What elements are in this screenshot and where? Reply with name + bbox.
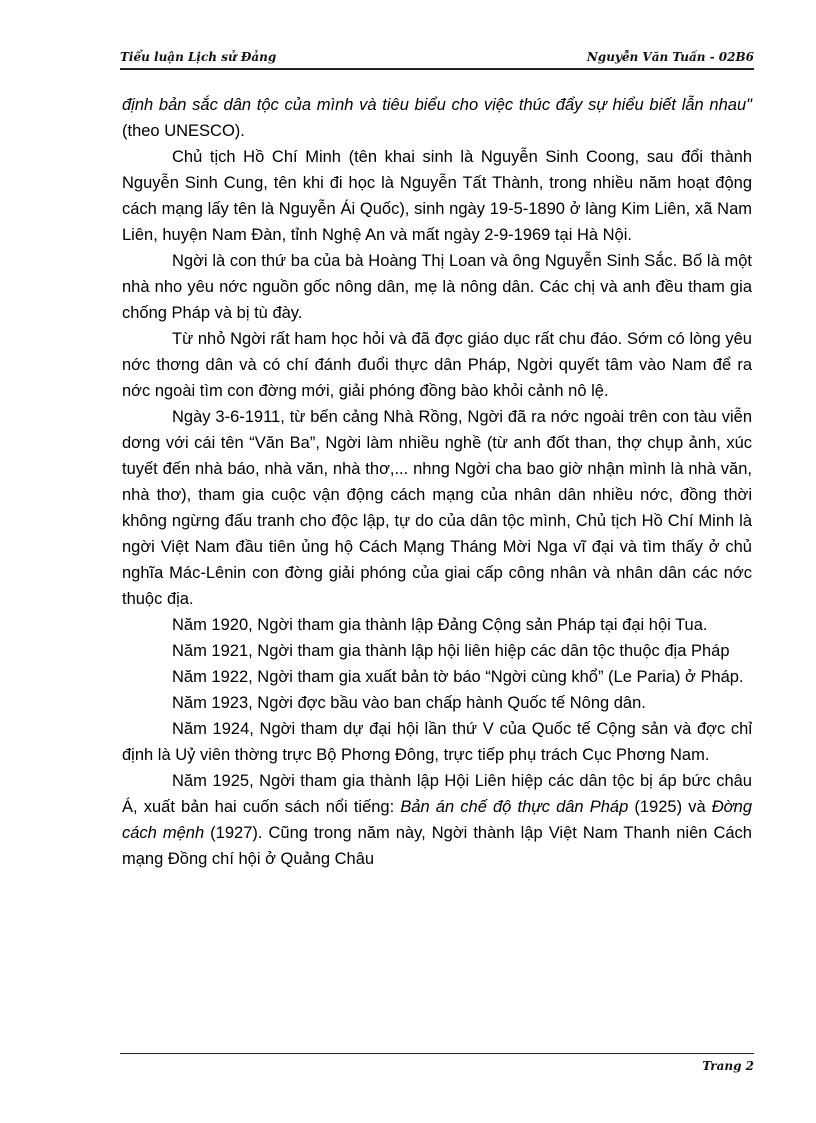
paragraph bbox=[122, 404, 752, 612]
text-run: Năm 1920, Ngời tham gia thành lập Đảng Cộng sản Pháp tại đại hội Tua. bbox=[172, 616, 708, 634]
italic-text-run: Bản án chế độ thực dân Pháp bbox=[400, 798, 629, 816]
italic-text-run: định bản sắc dân tộc của mình và tiêu biểu cho việc thúc đẩy sự hiểu biết lẫn nhau" bbox=[122, 96, 752, 114]
page-footer bbox=[120, 1053, 754, 1079]
page-number: Trang 2 bbox=[702, 1059, 754, 1073]
header-title: Tiểu luận Lịch sử Đảng bbox=[120, 50, 277, 64]
text-run: (1925) và bbox=[628, 798, 712, 816]
text-run: (theo UNESCO). bbox=[122, 122, 245, 140]
header-rule bbox=[120, 68, 754, 70]
paragraph bbox=[122, 690, 752, 716]
italic-text-run: Đờng cách mệnh bbox=[122, 798, 753, 842]
paragraph bbox=[122, 326, 752, 404]
paragraph bbox=[122, 248, 752, 326]
text-run: Chủ tịch Hồ Chí Minh (tên khai sinh là Nguyễn Sinh Coong, sau đổi thành Nguyễn Sinh Cung, tên khi đi học là Nguyễn Tất Thành, trong nhiều năm hoạt động cách mạng lấy tên là Nguyễn Ái Quốc), sinh ngày 19-5-1890 ở làng Kim Liên, xã Nam Liên, huyện Nam Đàn, tỉnh Nghệ An và mất ngày 2-9-1969 tại Hà Nội. bbox=[122, 148, 752, 244]
page-header bbox=[120, 46, 754, 72]
paragraph bbox=[122, 768, 752, 872]
text-run: Năm 1925, Ngời tham gia thành lập Hội Liên hiệp các dân tộc bị áp bức châu Á, xuất bản hai cuốn sách nổi tiếng: bbox=[122, 772, 752, 816]
text-run: Ngời là con thứ ba của bà Hoàng Thị Loan và ông Nguyễn Sinh Sắc. Bố là một nhà nho yêu nớc nguồn gốc nông dân, mẹ là nông dân. Các chị và anh đều tham gia chống Pháp và bị tù đày. bbox=[122, 252, 752, 322]
text-run: Năm 1922, Ngời tham gia xuất bản tờ báo “Ngời cùng khổ” (Le Paria) ở Pháp. bbox=[172, 668, 744, 686]
text-run: Năm 1924, Ngời tham dự đại hội lần thứ V của Quốc tế Cộng sản và đợc chỉ định là Uỷ viên thờng trực Bộ Phơng Đông, trực tiếp phụ trách Cục Phơng Nam. bbox=[122, 720, 752, 764]
paragraph bbox=[122, 638, 752, 664]
footer-rule bbox=[120, 1053, 754, 1054]
paragraph bbox=[122, 92, 752, 144]
paragraph bbox=[122, 664, 752, 690]
document-body bbox=[122, 92, 752, 872]
text-run: Năm 1923, Ngời đợc bầu vào ban chấp hành Quốc tế Nông dân. bbox=[172, 694, 646, 712]
text-run: Ngày 3-6-1911, từ bến cảng Nhà Rồng, Ngời đã ra nớc ngoài trên con tàu viễn dơng với cái tên “Văn Ba”, Ngời làm nhiều nghề (từ anh đốt than, thợ chụp ảnh, xúc tuyết đến nhà báo, nhà văn, nhà thơ,... nhng Ngời cha bao giờ nhận mình là nhà văn, nhà thơ), tham gia cuộc vận động cách mạng của nhân dân nhiều nớc, đồng thời không ngừng đấu tranh cho độc lập, tự do của dân tộc mình, Chủ tịch Hồ Chí Minh là ngời Việt Nam đầu tiên ủng hộ Cách Mạng Tháng Mời Nga vĩ đại và tìm thấy ở chủ nghĩa Mác-Lênin con đờng giải phóng của giai cấp công nhân và nhân dân các nớc thuộc địa. bbox=[122, 408, 752, 608]
paragraph bbox=[122, 612, 752, 638]
text-run: Từ nhỏ Ngời rất ham học hỏi và đã đợc giáo dục rất chu đáo. Sớm có lòng yêu nớc thơng dân và có chí đánh đuổi thực dân Pháp, Ngời quyết tâm vào Nam để ra nớc ngoài tìm con đờng mới, giải phóng đồng bào khỏi cảnh nô lệ. bbox=[122, 330, 752, 400]
paragraph bbox=[122, 144, 752, 248]
paragraph bbox=[122, 716, 752, 768]
text-run: Năm 1921, Ngời tham gia thành lập hội liên hiệp các dân tộc thuộc địa Pháp bbox=[172, 642, 730, 660]
text-run: (1927). Cũng trong năm này, Ngời thành lập Việt Nam Thanh niên Cách mạng Đồng chí hội ở Quảng Châu bbox=[122, 824, 752, 868]
header-author: Nguyễn Văn Tuấn - 02B6 bbox=[586, 50, 754, 64]
